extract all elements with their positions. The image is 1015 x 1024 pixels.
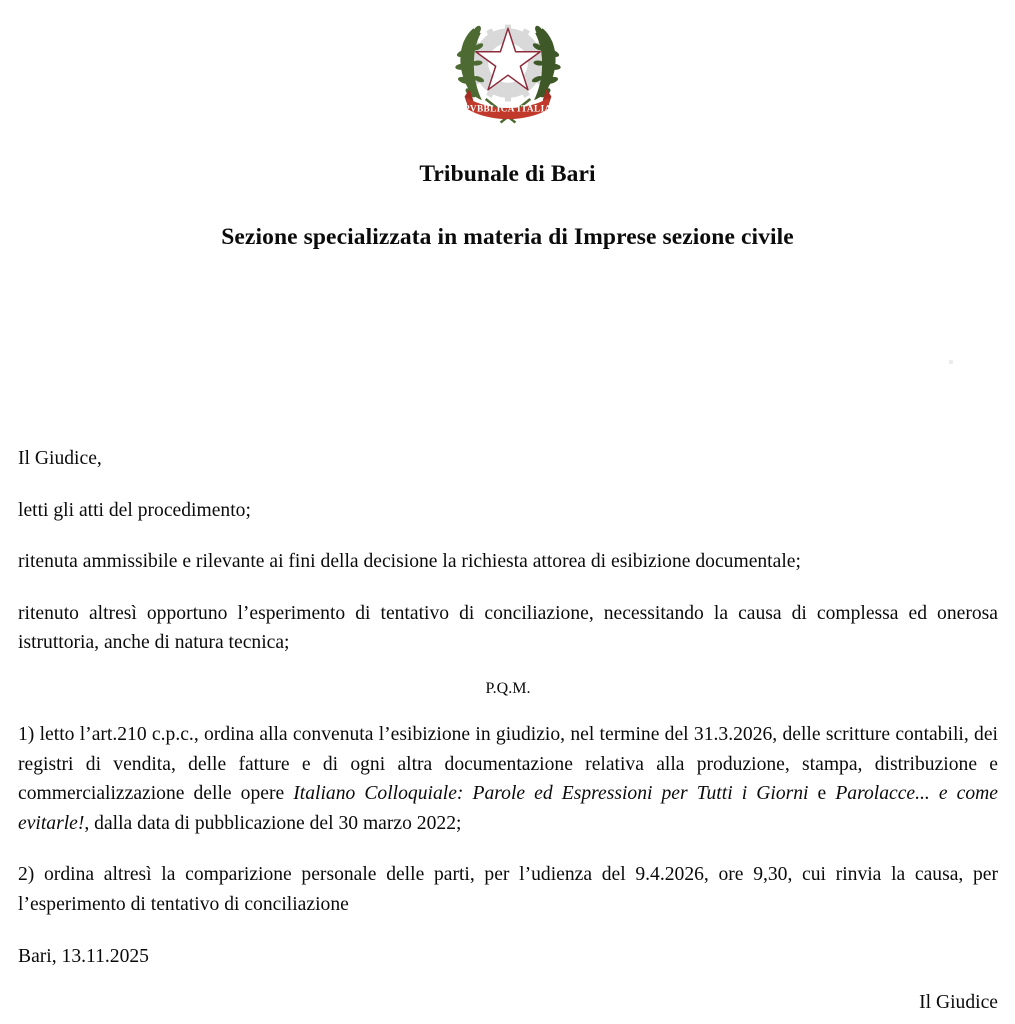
oak-branch-shape [531, 24, 561, 100]
place-and-date: Bari, 13.11.2025 [18, 945, 149, 967]
ribbon-text: REPVBBLICA ITALIANA [449, 104, 566, 115]
order-1-conjunction: e [808, 783, 836, 805]
scan-artifact-speck [949, 360, 953, 364]
emblem-container [0, 6, 1015, 130]
order-item-2: 2) ordina altresì la comparizione personale delle parti, per l’udienza del 9.4.2026, ore 9,30, cui rinvia la causa, per l’esperimento di tentativo di conciliazione [18, 864, 998, 915]
opening-line: Il Giudice, [18, 448, 102, 469]
pqm-label: P.Q.M. [485, 679, 531, 697]
olive-branch-shape [455, 24, 485, 100]
work-title-2: Parolacce... e come evitarle! [18, 783, 998, 834]
order-item-1 [18, 720, 998, 838]
recital-3: ritenuto altresì opportuno l’esperimento di tentativo di conciliazione, necessitando la causa di complessa ed onerosa istruttoria, anche di natura tecnica; [18, 602, 998, 654]
court-title: Tribunale di Bari [419, 161, 596, 187]
order-1-tail: , dalla data di pubblicazione del 30 marzo 2022; [84, 812, 462, 834]
recital-1: letti gli atti del procedimento; [18, 499, 251, 521]
work-title-1: Italiano Colloquiale: Parole ed Espressioni per Tutti i Giorni [293, 783, 809, 805]
recital-2: ritenuta ammissibile e rilevante ai fini della decisione la richiesta attorea di esibizione documentale; [18, 551, 801, 573]
emblem-of-italy-icon [446, 6, 570, 130]
court-section-title: Sezione specializzata in materia di Imprese sezione civile [221, 224, 794, 251]
order-1-lead: 1) letto l’art.210 c.p.c., ordina alla convenuta l’esibizione in giudizio, nel termine del 31.3.2026, delle scritture contabili, dei registri di vendita, delle fatture e di ogni altra documentazione relativa alla produzione, stampa, distribuzione e commercializzazione delle opere [18, 723, 998, 805]
document-header [0, 160, 1015, 253]
document-body [18, 444, 998, 971]
judge-signature-label: Il Giudice [919, 992, 998, 1013]
